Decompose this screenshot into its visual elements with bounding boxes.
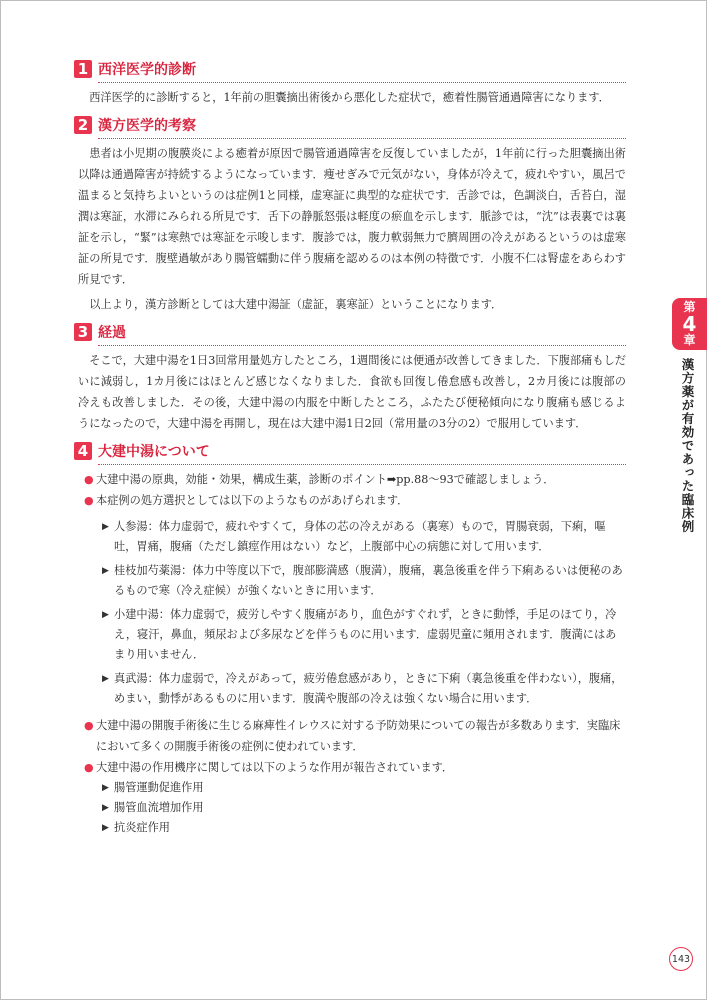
section-title: 経過	[98, 325, 126, 341]
arrow-right-icon: ▶	[102, 522, 109, 532]
section-number-badge: 3	[74, 323, 92, 341]
arrow-right-icon: ▶	[102, 783, 109, 793]
main-content	[74, 58, 626, 844]
bullet-dot-icon: ●	[84, 719, 94, 732]
section-number-badge: 2	[74, 116, 92, 134]
chapter-suffix: 章	[683, 333, 696, 347]
bullet-text: 本症例の処方選択としては以下のようなものがあげられます．	[96, 494, 409, 507]
chapter-side-title: 漢方薬が有効であった臨床例	[680, 358, 695, 534]
paragraph: 以上より，漢方診断としては大建中湯証（虚証，裏寒証）ということになります．	[89, 298, 503, 311]
list-item	[102, 561, 626, 601]
bullet-dot-icon: ●	[84, 761, 94, 774]
page-number: 143	[669, 947, 693, 971]
arrow-right-icon: ▶	[102, 610, 109, 620]
chapter-prefix: 第	[683, 300, 696, 314]
list-item	[102, 517, 626, 557]
section-divider	[98, 345, 626, 346]
section-daikenchuto	[74, 440, 626, 838]
bullet-item	[84, 490, 626, 511]
section-divider	[98, 464, 626, 465]
section-number-badge: 4	[74, 442, 92, 460]
section-number-badge: 1	[74, 60, 92, 78]
list-item	[102, 798, 626, 818]
mechanism-list	[74, 778, 626, 838]
section-title: 漢方医学的考察	[98, 118, 196, 134]
bullet-dot-icon: ●	[84, 494, 94, 507]
paragraph: そこで，大建中湯を1日3回常用量処方したところ，1週間後には便通が改善してきました．下腹部痛もしだいに減弱し，1カ月後にはほとんど感じなくなりました．食欲も回復し倦怠感も改善し，2カ月後には腹部の冷えも改善しました．その後，大建中湯の内服を中断したところ，ふたたび便秘傾向になり腹痛も感じるようになったので，大建中湯を再開し，現在は大建中湯1日2回（常用量の3分の2）で服用しています．	[78, 354, 626, 430]
list-item-text: 人参湯：体力虚弱で，疲れやすくて，身体の芯の冷えがある（裏寒）もので，胃腸衰弱，下痢，嘔吐，胃痛，腹痛（ただし鎮痙作用はない）など，上腹部中心の病態に対して用います．	[114, 520, 606, 553]
bullet-dot-icon: ●	[84, 473, 94, 486]
paragraph: 患者は小児期の腹膜炎による癒着が原因で腸管通過障害を反復していましたが，1年前に行った胆囊摘出術以降は通過障害が持続するようになっています．痩せぎみで元気がない，身体が冷えて，疲れやすい，風呂で温まると気持ちよいというのは症例1と同様，虚寒証に典型的な症状です．舌診では，色調淡白，舌苔白，湿潤は寒証，水滞にみられる所見です．舌下の静脈怒張は軽度の瘀血を示します．脈診では，“沈”は表裏では裏証を示し，“緊”は寒熱では寒証を示唆します．腹診では，腹力軟弱無力で臍周囲の冷えがあるというのは虚寒証の所見です．腹壁過敏があり腸管蠕動に伴う腹痛を認めるのは本例の特徴です．小腹不仁は腎虚をあらわす所見です．	[78, 147, 626, 286]
section-heading	[74, 440, 626, 462]
section-heading	[74, 58, 626, 80]
section-heading	[74, 321, 626, 343]
section-title: 西洋医学的診断	[98, 62, 196, 78]
list-item	[102, 778, 626, 798]
bullet-text: 大建中湯の原典，効能・効果，構成生薬，診断のポイント➡pp.88～93で確認しましょう．	[96, 473, 555, 486]
chapter-number: 4	[682, 312, 697, 336]
list-item-text: 桂枝加芍薬湯：体力中等度以下で，腹部膨満感（腹満），腹痛，裏急後重を伴う下痢あるいは便秘のあるもので寒（冷え症候）が強くないときに用います．	[114, 564, 623, 597]
arrow-right-icon: ▶	[102, 823, 109, 833]
bullet-item	[84, 715, 626, 757]
section-progress	[74, 321, 626, 434]
bullet-text: 大建中湯の作用機序に関しては以下のような作用が報告されています．	[96, 761, 454, 774]
bullet-item	[84, 469, 626, 490]
section-divider	[98, 82, 626, 83]
section-heading	[74, 114, 626, 136]
bullet-item	[84, 757, 626, 778]
section-kampo-consideration	[74, 114, 626, 315]
list-item	[102, 605, 626, 665]
paragraph: 西洋医学的に診断すると，1年前の胆囊摘出術後から悪化した症状で，癒着性腸管通過障害になります．	[89, 91, 610, 104]
list-item	[102, 669, 626, 709]
section-title: 大建中湯について	[98, 444, 210, 460]
list-item-text: 小建中湯：体力虚弱で，疲労しやすく腹痛があり，血色がすぐれず，ときに動悸，手足のほてり，冷え，寝汗，鼻血，頻尿および多尿などを伴うものに用います．虚弱児童に頻用されます．腹満にはあまり用いません．	[114, 608, 617, 661]
bullet-text: 大建中湯の開腹手術後に生じる麻痺性イレウスに対する予防効果についての報告が多数あります．実臨床において多くの開腹手術後の症例に使われています．	[96, 719, 621, 753]
chapter-tab	[672, 298, 707, 350]
arrow-right-icon: ▶	[102, 566, 109, 576]
prescription-options-list	[74, 517, 626, 709]
section-divider	[98, 138, 626, 139]
list-item-text: 腸管運動促進作用	[114, 781, 204, 794]
section-western-diagnosis	[74, 58, 626, 108]
arrow-right-icon: ▶	[102, 674, 109, 684]
list-item-text: 真武湯：体力虚弱で，冷えがあって，疲労倦怠感があり，ときに下痢（裏急後重を伴わない），腹痛，めまい，動悸があるものに用います．腹満や腹部の冷えは強くない場合に用います．	[114, 672, 623, 705]
list-item-text: 腸管血流増加作用	[114, 801, 204, 814]
list-item	[102, 818, 626, 838]
arrow-right-icon: ▶	[102, 803, 109, 813]
list-item-text: 抗炎症作用	[114, 821, 170, 834]
